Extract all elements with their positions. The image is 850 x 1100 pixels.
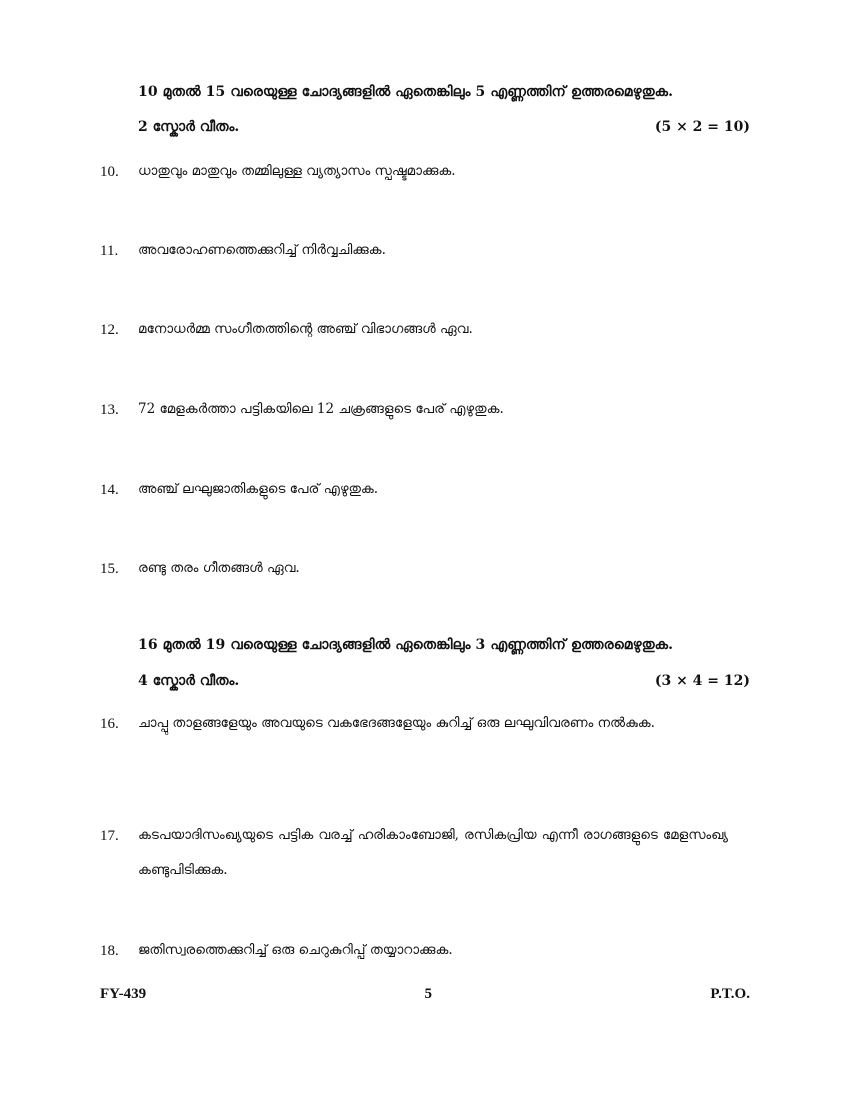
question-13 [100, 400, 750, 427]
section-b-instruction: 16 മുതൽ 19 വരെയുള്ള ചോദ്യങ്ങളിൽ ഏതെങ്കിലും 3 എണ്ണത്തിന് ഉത്തരമെഴുതുക. [138, 637, 674, 653]
question-text: 72 മേളകർത്താ പട്ടികയിലെ 12 ചക്രങ്ങളുടെ പേര് എഴുതുക. [138, 401, 504, 417]
question-number: 16. [100, 716, 119, 732]
question-text: രണ്ടു തരം ഗീതങ്ങൾ ഏവ. [138, 560, 300, 576]
page-footer [100, 986, 750, 1003]
question-number: 18. [100, 943, 119, 959]
section-a-marks-total: (5 × 2 = 10) [654, 119, 750, 135]
question-text: കടപയാദിസംഖ്യയുടെ പട്ടിക വരച്ച് ഹരികാംബോജി, രസികപ്രിയ എന്നീ രാഗങ്ങളുടെ മേളസംഖ്യ കണ്ടുപിടിക്കുക. [138, 827, 728, 878]
question-number: 14. [100, 482, 119, 498]
question-text: അഞ്ച് ലഘുജാതികളുടെ പേര് എഴുതുക. [138, 481, 379, 497]
question-text: ജതിസ്വരത്തെക്കുറിച്ച് ഒരു ചെറുകുറിപ്പ് തയ്യാറാക്കുക. [138, 942, 453, 958]
question-number: 10. [100, 164, 119, 180]
question-text: മനോധർമ്മ സംഗീതത്തിന്റെ അഞ്ച് വിഭാഗങ്ങൾ ഏവ. [138, 321, 473, 337]
question-number: 13. [100, 402, 119, 418]
question-14 [100, 480, 750, 507]
page-number: 5 [424, 986, 432, 1002]
section-a-marks [138, 119, 750, 135]
section-b-marks [138, 673, 750, 689]
section-a-instruction: 10 മുതൽ 15 വരെയുള്ള ചോദ്യങ്ങളിൽ ഏതെങ്കിലും 5 എണ്ണത്തിന് ഉത്തരമെഴുതുക. [138, 84, 674, 100]
question-18 [100, 941, 750, 968]
question-11 [100, 241, 750, 268]
question-12 [100, 320, 750, 347]
paper-code: FY-439 [100, 986, 147, 1002]
section-a-marks-label: 2 സ്കോർ വീതം. [138, 119, 240, 135]
question-16 [100, 714, 750, 741]
question-text: അവരോഹണത്തെക്കുറിച്ച് നിർവ്വചിക്കുക. [138, 242, 386, 258]
question-number: 12. [100, 322, 119, 338]
question-text: ചാപ്പു താളങ്ങളേയും അവയുടെ വകഭേദങ്ങളേയും കുറിച്ച് ഒരു ലഘുവിവരണം നൽകുക. [138, 715, 655, 731]
section-b-marks-total: (3 × 4 = 12) [654, 673, 750, 689]
question-15 [100, 559, 750, 586]
question-number: 15. [100, 561, 119, 577]
question-number: 11. [100, 243, 119, 259]
please-turn-over: P.T.O. [710, 986, 750, 1002]
question-number: 17. [100, 828, 119, 844]
question-17 [100, 826, 750, 888]
section-b-marks-label: 4 സ്കോർ വീതം. [138, 673, 240, 689]
question-text: ധാതുവും മാതുവും തമ്മിലുള്ള വ്യത്യാസം സ്പഷ്ടമാക്കുക. [138, 163, 456, 179]
question-10 [100, 162, 750, 189]
